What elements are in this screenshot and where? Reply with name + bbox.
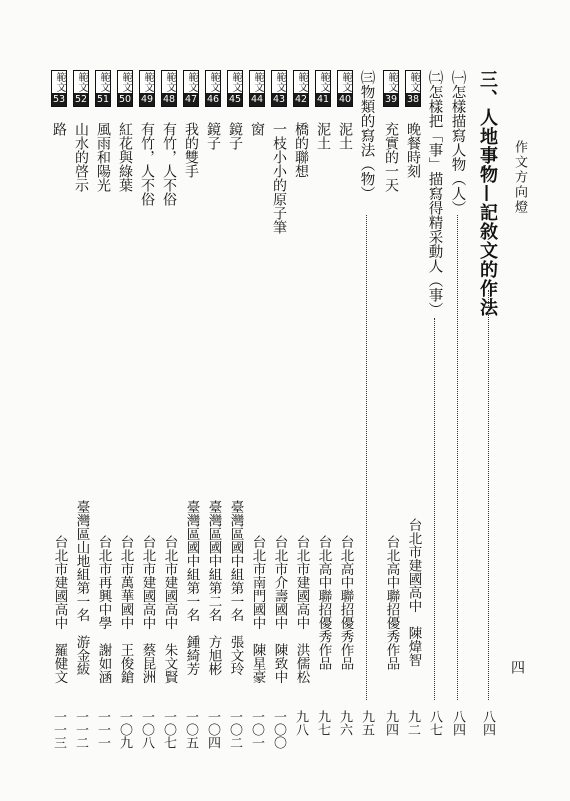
sample-essay-badge: 範文 49 bbox=[140, 72, 154, 105]
entry-title: 泥土 bbox=[315, 122, 331, 150]
entry-page: 一一二 bbox=[73, 710, 88, 749]
entry-author: 台北市南門國中 陳星豪 bbox=[249, 535, 266, 684]
entry-author: 台北市介壽國中 陳致中 bbox=[271, 535, 288, 684]
entry-page: 九六 bbox=[337, 710, 352, 736]
subsection-title: ㈡怎樣把「事」描寫得精采動人（事） bbox=[426, 70, 443, 317]
entry-title: 我的雙手 bbox=[183, 122, 199, 178]
entry-author: 台北市再興中學 謝如涵 bbox=[95, 535, 112, 684]
entry-title: 路 bbox=[51, 122, 67, 136]
entry-author: 台北市建國高中 羅健文 bbox=[51, 535, 68, 684]
entry-author: 台北市建國高中 洪儒松 bbox=[293, 535, 310, 684]
entry-title: 有竹，人不俗 bbox=[139, 122, 155, 206]
entry-author: 臺灣區國中組第二名 方旭彬 bbox=[205, 500, 222, 676]
sample-essay-badge: 範文 40 bbox=[338, 72, 352, 105]
entry-title: 鏡子 bbox=[205, 122, 221, 150]
entry-title: 橋的聯想 bbox=[293, 122, 309, 178]
entry-page: 一〇二 bbox=[227, 710, 242, 749]
entry-title: 紅花與綠葉 bbox=[117, 122, 133, 192]
entry-page: 一〇七 bbox=[161, 710, 176, 749]
sample-essay-badge: 範文 53 bbox=[52, 72, 66, 105]
entry-author: 臺灣區山地組第一名 游金紱 bbox=[73, 500, 90, 676]
subsection-page: 九五 bbox=[359, 710, 374, 736]
sample-essay-badge: 範文 47 bbox=[184, 72, 198, 105]
entry-title: 晚餐時刻 bbox=[405, 122, 421, 178]
entry-author: 台北市建國高中 蔡昆洲 bbox=[139, 535, 156, 684]
entry-page: 一一一 bbox=[95, 710, 110, 749]
leader-dots bbox=[366, 215, 367, 700]
sample-essay-badge: 範文 50 bbox=[118, 72, 132, 105]
entry-page: 九八 bbox=[293, 710, 308, 736]
entry-page: 一一三 bbox=[51, 710, 66, 749]
entry-author: 臺灣區國中組第一名 鍾綺芳 bbox=[183, 500, 200, 676]
entry-author: 臺灣區國中組第一名 張文玲 bbox=[227, 500, 244, 676]
section-title: 三、人地事物—記敘文的作法 bbox=[477, 70, 498, 317]
page-number: 四 bbox=[509, 660, 525, 674]
leader-dots bbox=[488, 290, 489, 700]
entry-page: 九二 bbox=[405, 710, 420, 736]
entry-title: 鏡子 bbox=[227, 122, 243, 150]
entry-page: 一〇八 bbox=[139, 710, 154, 749]
subsection-page: 八七 bbox=[427, 710, 442, 736]
running-header-title: 作文方向燈 bbox=[512, 140, 527, 215]
sample-essay-badge: 範文 41 bbox=[316, 72, 330, 105]
entry-page: 九七 bbox=[315, 710, 330, 736]
subsection-title: ㈠怎樣描寫人物（人） bbox=[449, 70, 466, 215]
entry-author: 台北市建國高中 朱文賢 bbox=[161, 535, 178, 684]
entry-author: 台北高中聯招優秀作品 bbox=[315, 535, 332, 670]
entry-author: 台北市萬華國中 王俊鎗 bbox=[117, 535, 134, 684]
sample-essay-badge: 範文 52 bbox=[74, 72, 88, 105]
leader-dots bbox=[457, 215, 458, 700]
entry-page: 一〇四 bbox=[205, 710, 220, 749]
sample-essay-badge: 範文 39 bbox=[384, 72, 398, 105]
entry-title: 山水的啓示 bbox=[73, 122, 89, 192]
section-page: 八四 bbox=[480, 710, 495, 736]
sample-essay-badge: 範文 46 bbox=[206, 72, 220, 105]
entry-title: 充實的一天 bbox=[383, 122, 399, 192]
sample-essay-badge: 範文 43 bbox=[272, 72, 286, 105]
sample-essay-badge: 範文 38 bbox=[406, 72, 420, 105]
entry-title: 風雨和陽光 bbox=[95, 122, 111, 192]
entry-page: 九四 bbox=[383, 710, 398, 736]
entry-author: 台北市建國高中 陳煒智 bbox=[405, 518, 422, 667]
entry-page: 一〇五 bbox=[183, 710, 198, 749]
entry-title: 泥土 bbox=[337, 122, 353, 150]
sample-essay-badge: 範文 51 bbox=[96, 72, 110, 105]
entry-author: 台北高中聯招優秀作品 bbox=[383, 535, 400, 670]
entry-page: 一〇〇 bbox=[271, 710, 286, 749]
entry-title: 窗 bbox=[249, 122, 265, 136]
sample-essay-badge: 範文 45 bbox=[228, 72, 242, 105]
subsection-page: 八四 bbox=[450, 710, 465, 736]
entry-title: 有竹，人不俗 bbox=[161, 122, 177, 206]
sample-essay-badge: 範文 42 bbox=[294, 72, 308, 105]
entry-author: 台北高中聯招優秀作品 bbox=[337, 535, 354, 670]
subsection-title: ㈢物類的寫法（物） bbox=[358, 70, 375, 201]
entry-title: 一枝小小的原子筆 bbox=[271, 122, 287, 234]
entry-page: 一〇一 bbox=[249, 710, 264, 749]
sample-essay-badge: 範文 44 bbox=[250, 72, 264, 105]
entry-page: 一〇九 bbox=[117, 710, 132, 749]
leader-dots bbox=[434, 318, 435, 700]
sample-essay-badge: 範文 48 bbox=[162, 72, 176, 105]
